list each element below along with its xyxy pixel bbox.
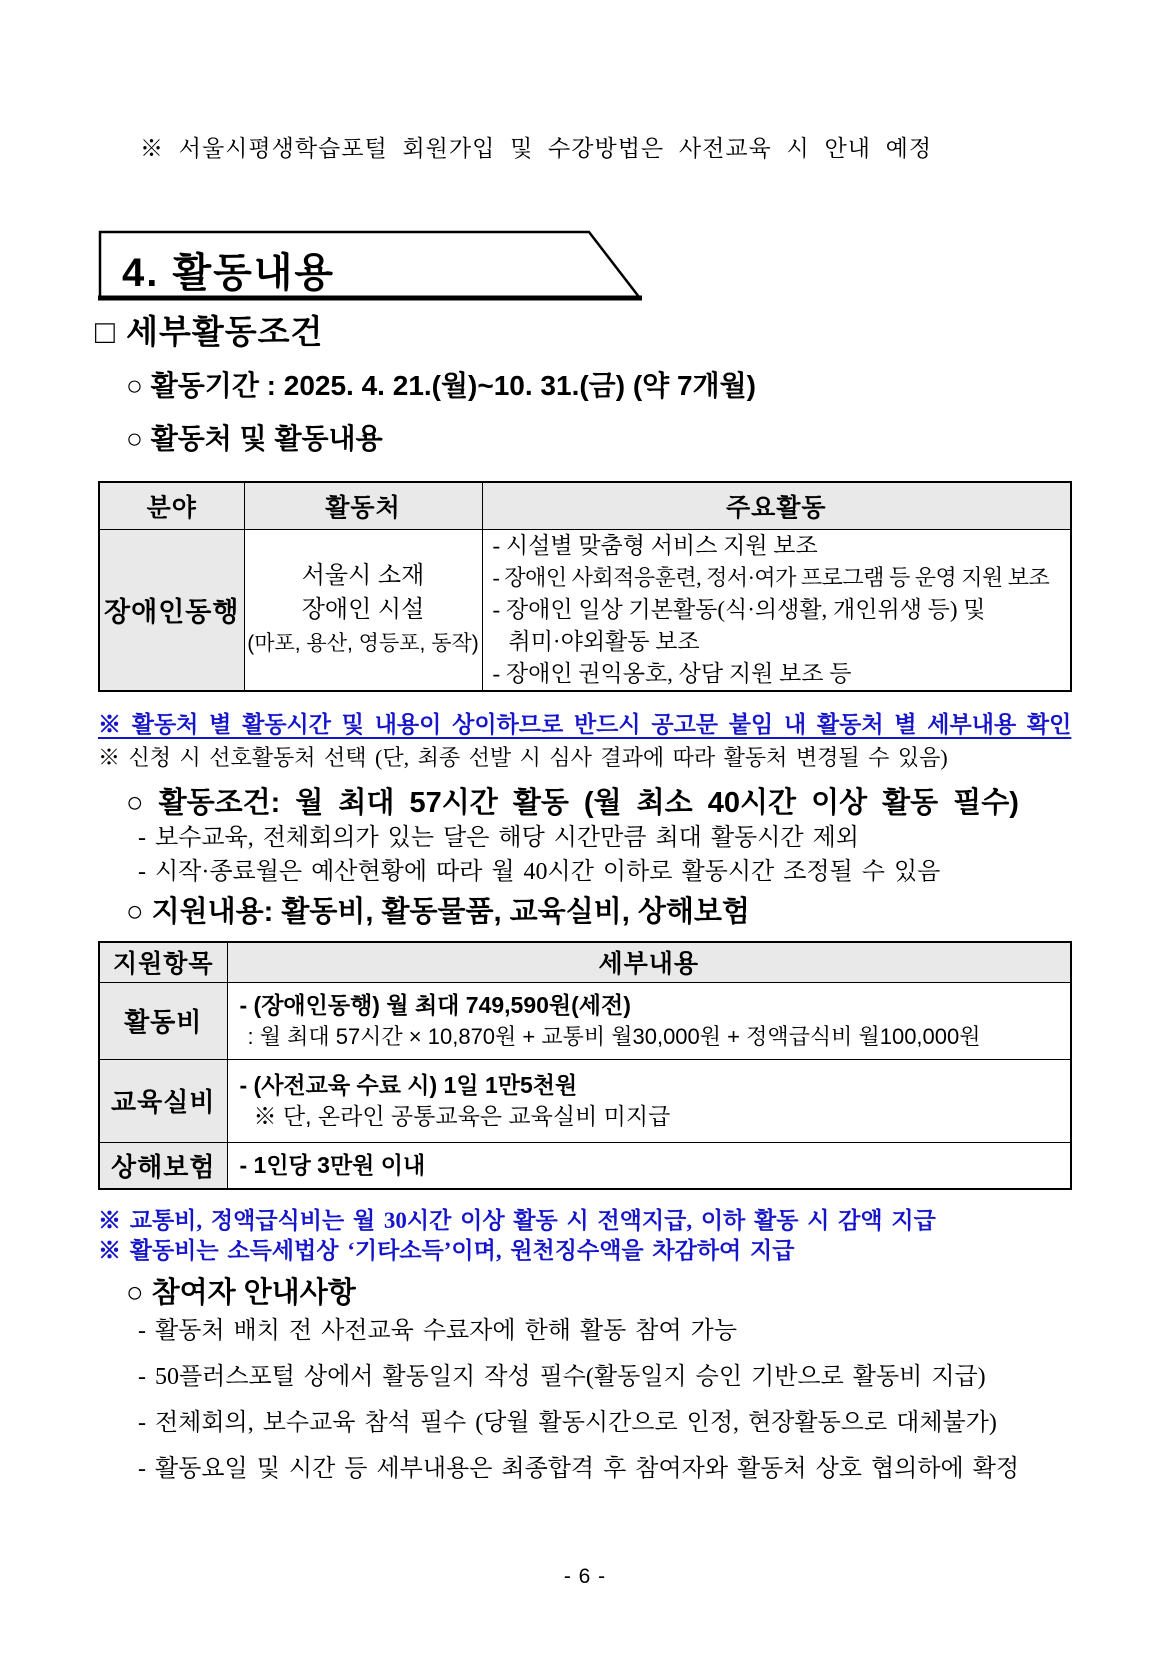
org-detail-check-note: ※ 활동처 별 활동시간 및 내용이 상이하므로 반드시 공고문 붙임 내 활동처 별 세부내용 확인 (98, 712, 1072, 737)
table-header-row (99, 942, 1071, 982)
col-header-field: 분야 (99, 482, 244, 529)
table-row (99, 529, 1071, 691)
support-item-cell: 상해보험 (99, 1142, 227, 1189)
table-header-row (99, 482, 1071, 529)
org-cell (244, 529, 482, 691)
table-row (99, 982, 1071, 1059)
condition-item: - 보수교육, 전체회의가 있는 달은 해당 시간만큼 최대 활동시간 제외 (138, 825, 859, 851)
activity-conditions-heading: ○ 활동조건: 월 최대 57시간 활동 (월 최소 40시간 이상 활동 필수) (126, 787, 1019, 819)
section-banner (98, 228, 658, 304)
detail-line: - (장애인동행) 월 최대 749,590원(세전) (239, 991, 631, 1018)
col-header-org: 활동처 (244, 482, 482, 529)
support-item-cell: 교육실비 (99, 1059, 227, 1142)
support-item-cell: 활동비 (99, 982, 227, 1059)
activity-orgs-heading: ○ 활동처 및 활동내용 (126, 423, 383, 454)
activity-period-heading: ○ 활동기간 : 2025. 4. 21.(월)~10. 31.(금) (약 7개월) (126, 370, 756, 401)
col-header-support-item: 지원항목 (99, 942, 227, 982)
detail-line: - 1인당 3만원 이내 (239, 1151, 426, 1178)
portal-signup-note: ※ 서울시평생학습포털 회원가입 및 수강방법은 사전교육 시 안내 예정 (140, 136, 933, 161)
activity-line: 취미·야외활동 보조 (508, 628, 700, 654)
activity-line: - 장애인 사회적응훈련, 정서·여가 프로그램 등 운영 지원 보조 (492, 564, 1050, 590)
detail-line: : 월 최대 57시간 × 10,870원 + 교통비 월30,000원 + 정액급식비 월100,000원 (247, 1023, 981, 1049)
activities-cell (482, 529, 1071, 691)
participant-info-item: - 활동처 배치 전 사전교육 수료자에 한해 활동 참여 가능 (138, 1318, 738, 1344)
payment-note-line: ※ 교통비, 정액급식비는 월 30시간 이상 활동 시 전액지급, 이하 활동 시 감액 지급 (98, 1208, 936, 1233)
participant-info-list (138, 1316, 1019, 1500)
support-detail-cell (227, 982, 1071, 1059)
table-row (99, 1142, 1071, 1189)
org-line: (마포, 용산, 영등포, 동작) (247, 631, 479, 655)
activity-line: - 시설별 맞춤형 서비스 지원 보조 (492, 532, 818, 558)
participant-info-item: - 활동요일 및 시간 등 세부내용은 최종합격 후 참여자와 활동처 상호 협의하에 확정 (138, 1456, 1020, 1482)
conditions-list (138, 823, 940, 891)
support-detail-cell (227, 1059, 1071, 1142)
support-heading: ○ 지원내용: 활동비, 활동물품, 교육실비, 상해보험 (126, 896, 750, 928)
condition-item: - 시작·종료월은 예산현황에 따라 월 40시간 이하로 활동시간 조정될 수 있음 (138, 859, 941, 885)
section-title: 4. 활동내용 (122, 251, 336, 295)
page-number: - 6 - (563, 1565, 607, 1588)
subsection-heading: □ 세부활동조건 (95, 313, 324, 350)
participant-info-item: - 50플러스포털 상에서 활동일지 작성 필수(활동일지 승인 기반으로 활동비 지급) (138, 1364, 986, 1390)
activity-line: - 장애인 권익옹호, 상담 지원 보조 등 (492, 660, 852, 686)
table-row (99, 1059, 1071, 1142)
support-details-table (98, 941, 1072, 1190)
field-name-cell: 장애인동행 (99, 529, 244, 691)
activity-line: - 장애인 일상 기본활동(식·의생활, 개인위생 등) 및 (492, 596, 986, 622)
org-selection-note: ※ 신청 시 선호활동처 선택 (단, 최종 선발 시 심사 결과에 따라 활동처 변경될 수 있음) (98, 745, 948, 770)
org-line: 장애인 시설 (301, 595, 425, 623)
org-line: 서울시 소재 (301, 561, 425, 589)
detail-line: ※ 단, 온라인 공통교육은 교육실비 미지급 (253, 1102, 671, 1129)
col-header-details: 세부내용 (227, 942, 1071, 982)
col-header-activities: 주요활동 (482, 482, 1071, 529)
payment-note-line: ※ 활동비는 소득세법상 ‘기타소득’이며, 원천징수액을 차감하여 지급 (98, 1238, 795, 1263)
support-detail-cell (227, 1142, 1071, 1189)
payment-notes (98, 1206, 936, 1266)
participant-info-heading: ○ 참여자 안내사항 (126, 1277, 356, 1309)
activity-orgs-table (98, 481, 1072, 692)
detail-line: - (사전교육 수료 시) 1일 1만5천원 (239, 1071, 578, 1098)
participant-info-item: - 전체회의, 보수교육 참석 필수 (당월 활동시간으로 인정, 현장활동으로 대체불가) (138, 1410, 997, 1436)
